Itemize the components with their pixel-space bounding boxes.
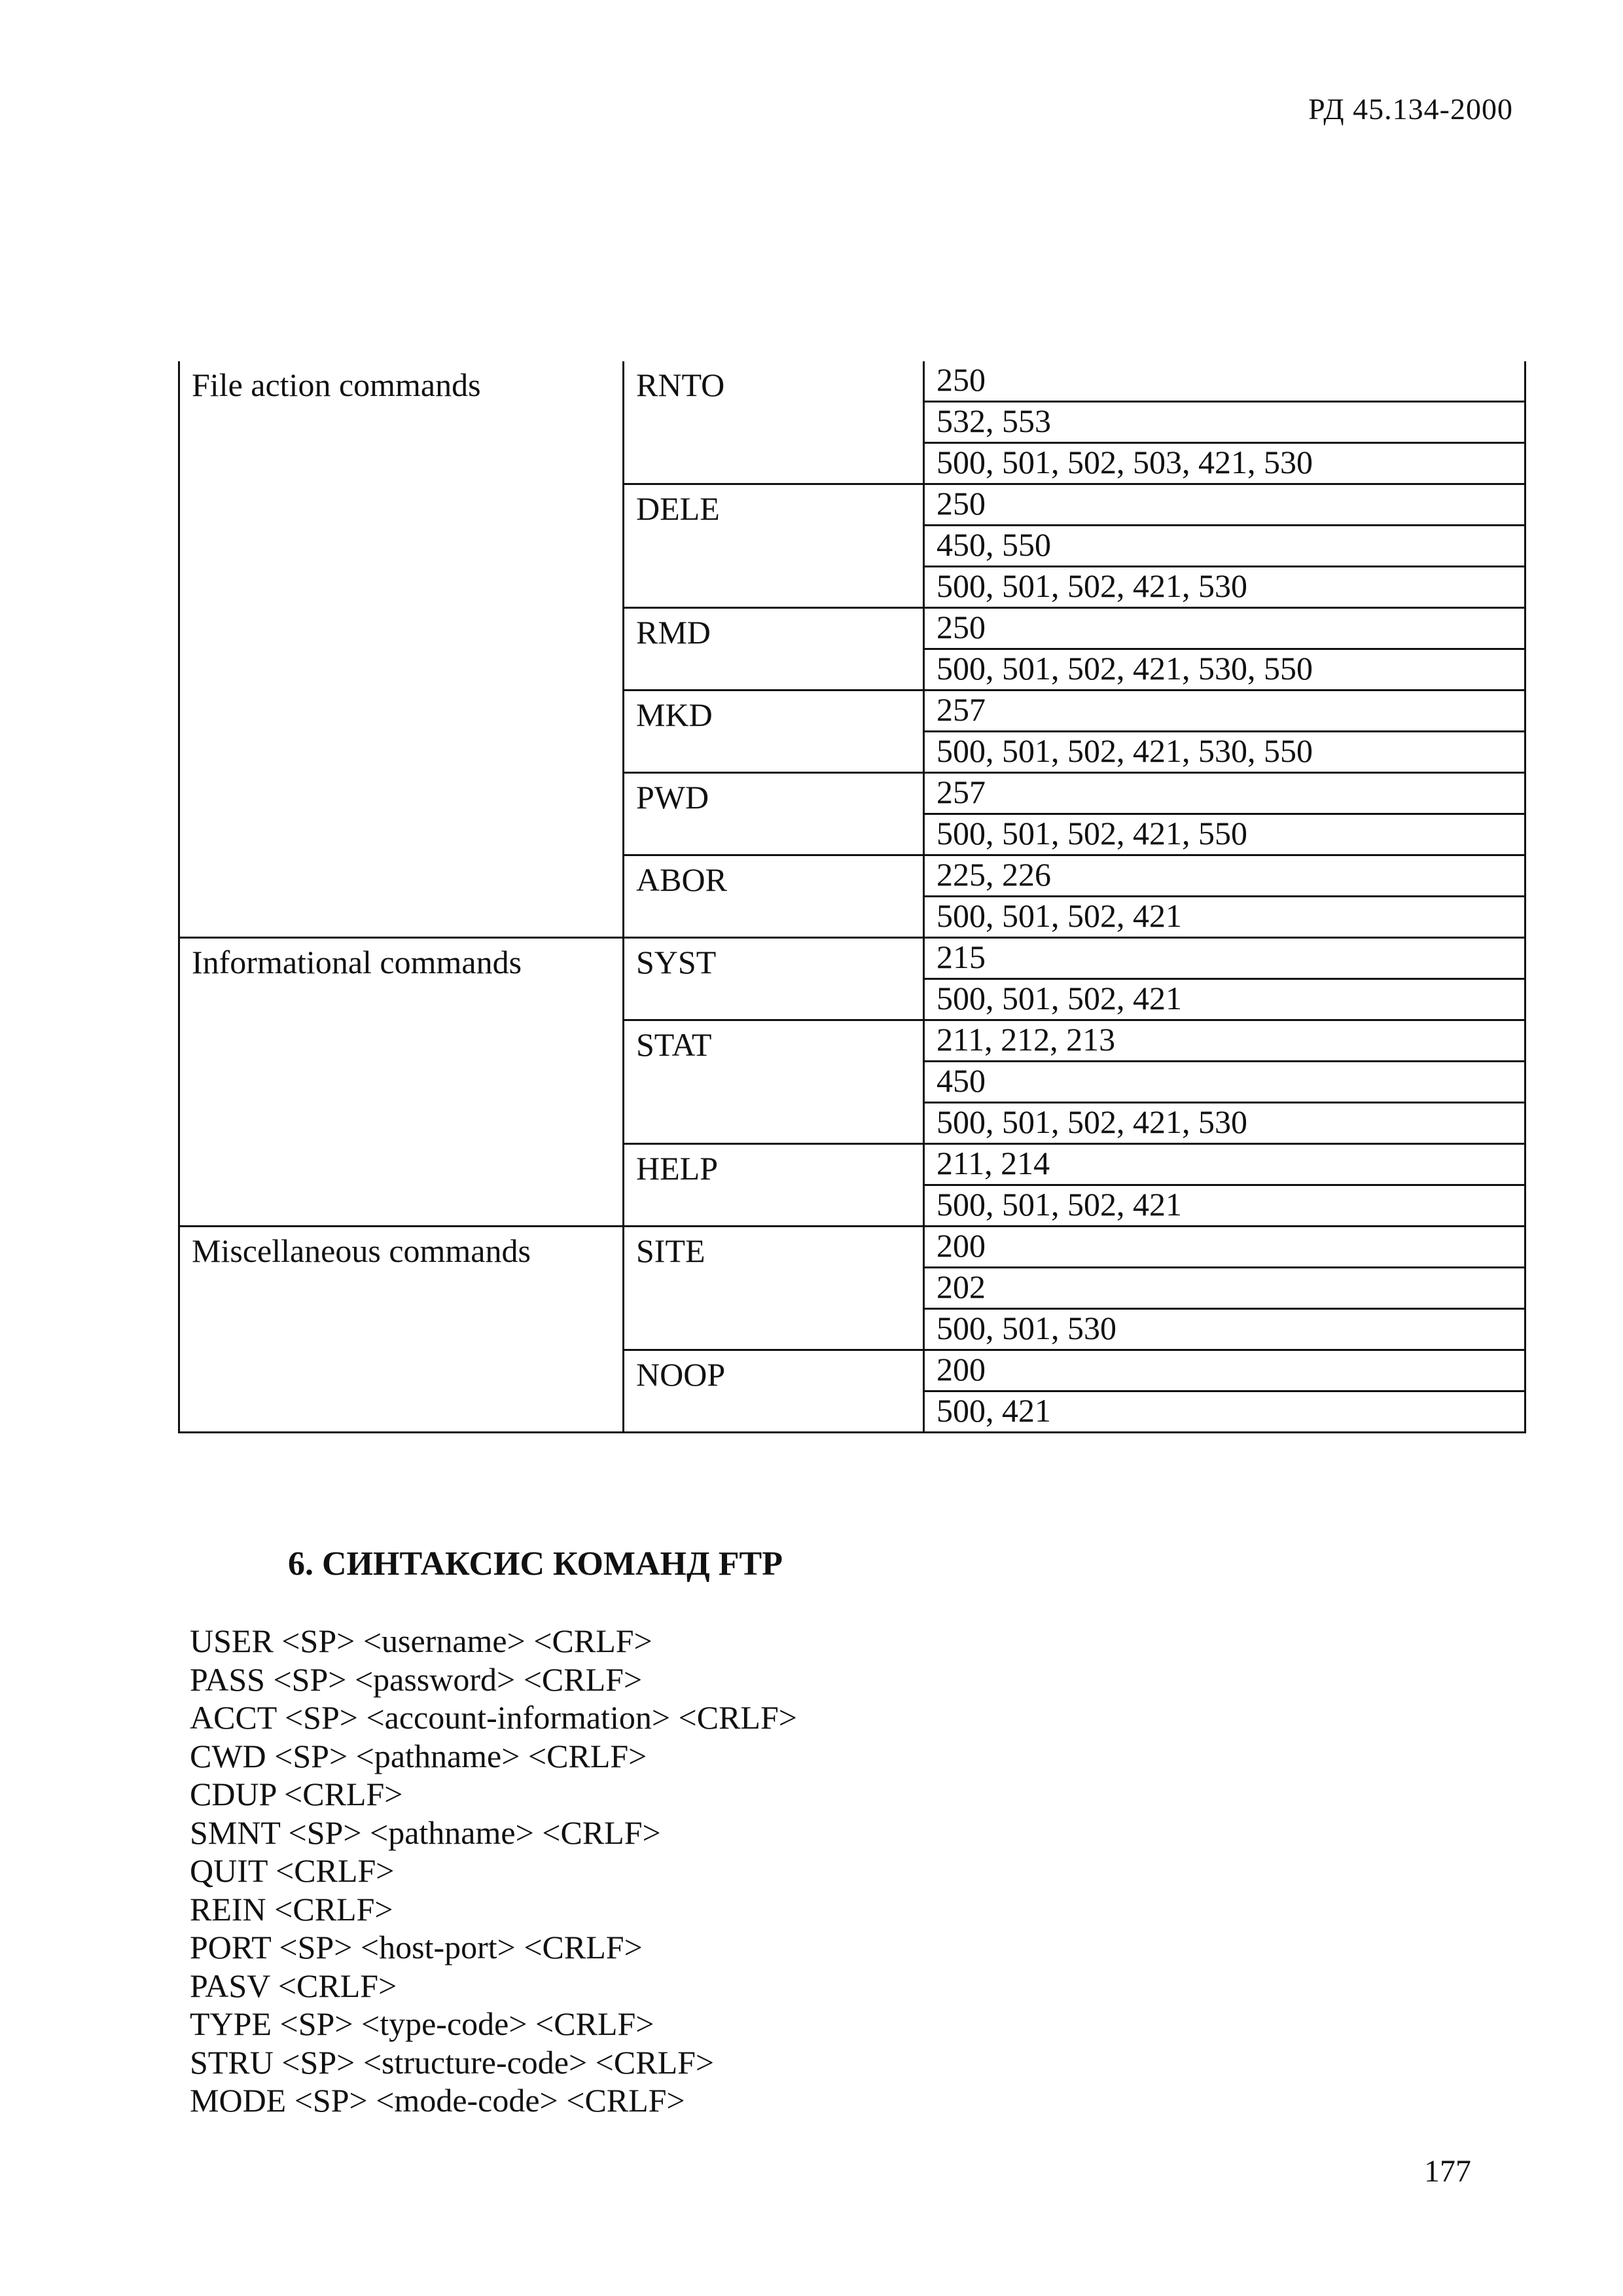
syntax-line: REIN <CRLF>: [190, 1890, 393, 1928]
command-name: NOOP: [624, 1350, 924, 1433]
document-code: РД 45.134-2000: [1308, 92, 1513, 126]
reply-codes-cell: 500, 501, 502, 421, 530: [924, 1103, 1525, 1144]
reply-codes-cell: 211, 212, 213: [924, 1020, 1525, 1062]
syntax-line: PORT <SP> <host-port> <CRLF>: [190, 1929, 643, 1965]
reply-codes-cell: 500, 501, 502, 421: [924, 979, 1525, 1020]
syntax-line: PASV <CRLF>: [190, 1967, 397, 2004]
command-group-label: Miscellaneous commands: [179, 1227, 624, 1433]
command-name: ABOR: [624, 855, 924, 938]
table-row: [179, 361, 1525, 402]
reply-codes-cell: 202: [924, 1268, 1525, 1309]
syntax-line: PASS <SP> <password> <CRLF>: [190, 1660, 643, 1698]
reply-codes-cell: 257: [924, 773, 1525, 814]
command-name: SITE: [624, 1227, 924, 1350]
reply-codes-cell: 225, 226: [924, 855, 1525, 897]
syntax-line: TYPE <SP> <type-code> <CRLF>: [190, 2005, 654, 2042]
syntax-list: [190, 1622, 797, 2120]
reply-codes-cell: 250: [924, 484, 1525, 526]
table-row: [179, 1227, 1525, 1268]
section-title: 6. СИНТАКСИС КОМАНД FTP: [288, 1545, 783, 1583]
reply-codes-cell: 450, 550: [924, 526, 1525, 567]
syntax-line: CDUP <CRLF>: [190, 1776, 403, 1812]
command-name: SYST: [624, 938, 924, 1020]
reply-codes-cell: 215: [924, 938, 1525, 979]
command-name: RMD: [624, 608, 924, 691]
reply-codes-cell: 500, 501, 502, 421: [924, 1185, 1525, 1227]
table-row: [179, 938, 1525, 979]
reply-codes-cell: 500, 501, 502, 503, 421, 530: [924, 443, 1525, 484]
reply-codes-cell: 211, 214: [924, 1144, 1525, 1185]
command-group-label: Informational commands: [179, 938, 624, 1227]
command-name: PWD: [624, 773, 924, 855]
reply-codes-cell: 500, 501, 502, 421, 530: [924, 567, 1525, 608]
reply-codes-cell: 500, 501, 502, 421: [924, 897, 1525, 938]
syntax-line: QUIT <CRLF>: [190, 1852, 395, 1889]
syntax-line: CWD <SP> <pathname> <CRLF>: [190, 1737, 647, 1774]
command-name: MKD: [624, 691, 924, 773]
reply-codes-cell: 200: [924, 1227, 1525, 1268]
reply-codes-cell: 250: [924, 361, 1525, 402]
reply-codes-cell: 450: [924, 1062, 1525, 1103]
reply-codes-cell: 500, 501, 502, 421, 550: [924, 814, 1525, 855]
page-number: 177: [1424, 2154, 1471, 2189]
reply-codes-table: [178, 361, 1526, 1433]
syntax-line: MODE <SP> <mode-code> <CRLF>: [190, 2082, 685, 2119]
command-group-label: File action commands: [179, 361, 624, 938]
reply-codes-cell: 500, 501, 502, 421, 530, 550: [924, 649, 1525, 691]
syntax-line: ACCT <SP> <account-information> <CRLF>: [190, 1699, 797, 1736]
reply-codes-cell: 200: [924, 1350, 1525, 1391]
syntax-line: STRU <SP> <structure-code> <CRLF>: [190, 2043, 715, 2081]
command-name: HELP: [624, 1144, 924, 1227]
syntax-line: SMNT <SP> <pathname> <CRLF>: [190, 1814, 661, 1851]
reply-codes-cell: 257: [924, 691, 1525, 732]
command-name: STAT: [624, 1020, 924, 1144]
reply-codes-cell: 532, 553: [924, 402, 1525, 443]
command-name: RNTO: [624, 361, 924, 484]
reply-codes-cell: 500, 501, 502, 421, 530, 550: [924, 732, 1525, 773]
reply-codes-cell: 250: [924, 608, 1525, 649]
syntax-line: USER <SP> <username> <CRLF>: [190, 1623, 652, 1659]
reply-codes-cell: 500, 501, 530: [924, 1309, 1525, 1350]
command-name: DELE: [624, 484, 924, 608]
reply-codes-cell: 500, 421: [924, 1391, 1525, 1433]
